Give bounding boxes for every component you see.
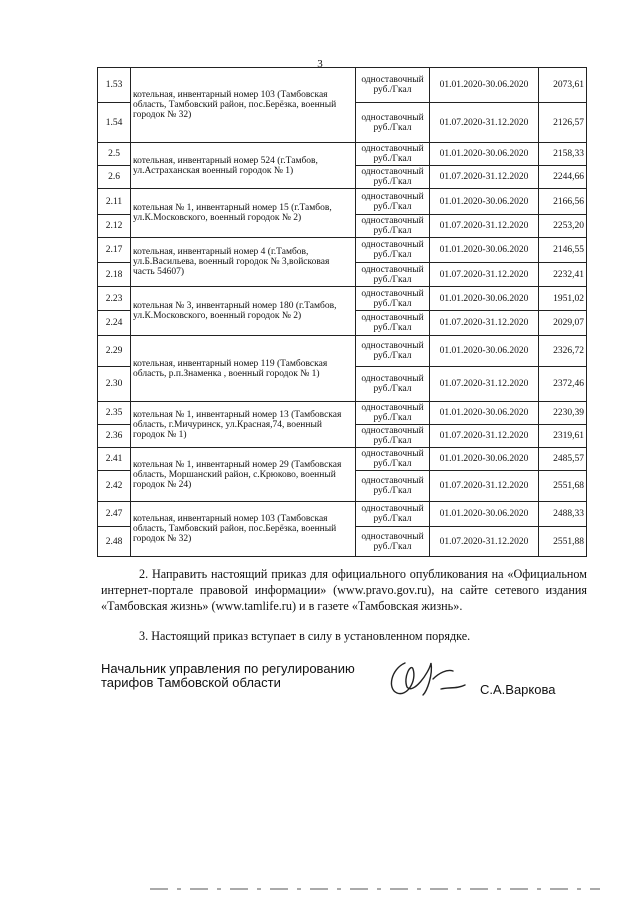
tariff-unit: одноставочный руб./Гкал [356,448,430,471]
row-number: 2.17 [98,238,131,263]
row-number: 2.41 [98,448,131,471]
tariff-unit: одноставочный руб./Гкал [356,311,430,336]
boiler-description: котельная, инвентарный номер 4 (г.Тамбов, ул.Б.Васильева, военный городок № 3,войсковая часть 54607) [131,238,356,287]
boiler-description: котельная № 3, инвентарный номер 180 (г.Тамбов, ул.К.Московского, военный городок № 2) [131,287,356,336]
row-number: 1.53 [98,68,131,103]
tariff-unit: одноставочный руб./Гкал [356,336,430,367]
scan-artifact-line [150,888,600,890]
tariff-period: 01.01.2020-30.06.2020 [430,402,539,425]
signatory-title [101,662,355,690]
row-number: 2.42 [98,471,131,502]
tariff-period: 01.07.2020-31.12.2020 [430,425,539,448]
tariff-period: 01.01.2020-30.06.2020 [430,448,539,471]
table-row [98,402,587,425]
row-number: 2.30 [98,367,131,402]
tariff-period: 01.07.2020-31.12.2020 [430,527,539,557]
tariff-unit: одноставочный руб./Гкал [356,215,430,238]
tariff-unit: одноставочный руб./Гкал [356,471,430,502]
tariff-price: 2551,88 [539,527,587,557]
tariff-unit: одноставочный руб./Гкал [356,103,430,143]
tariff-period: 01.07.2020-31.12.2020 [430,263,539,287]
row-number: 2.48 [98,527,131,557]
tariff-period: 01.01.2020-30.06.2020 [430,68,539,103]
signatory-title-line-1: Начальник управления по регулированию [101,661,355,676]
tariff-period: 01.07.2020-31.12.2020 [430,471,539,502]
tariff-price: 2230,39 [539,402,587,425]
boiler-description: котельная, инвентарный номер 103 (Тамбовская область, Тамбовский район, пос.Берёзка, военный городок № 32) [131,502,356,557]
tariff-period: 01.07.2020-31.12.2020 [430,311,539,336]
tariff-price: 2319,61 [539,425,587,448]
table-row [98,502,587,527]
tariff-price: 2326,72 [539,336,587,367]
row-number: 2.11 [98,189,131,215]
tariff-unit: одноставочный руб./Гкал [356,263,430,287]
row-number: 2.23 [98,287,131,311]
row-number: 2.12 [98,215,131,238]
table-row [98,189,587,215]
table-row [98,143,587,166]
tariff-price: 2485,57 [539,448,587,471]
tariff-unit: одноставочный руб./Гкал [356,238,430,263]
row-number: 2.29 [98,336,131,367]
handwritten-signature [383,655,473,700]
boiler-description: котельная, инвентарный номер 103 (Тамбовская область, Тамбовский район, пос.Берёзка, военный городок № 32) [131,68,356,143]
tariff-price: 2146,55 [539,238,587,263]
tariff-unit: одноставочный руб./Гкал [356,527,430,557]
tariff-period: 01.07.2020-31.12.2020 [430,103,539,143]
tariff-price: 2158,33 [539,143,587,166]
tariff-unit: одноставочный руб./Гкал [356,367,430,402]
table-row [98,287,587,311]
tariff-period: 01.07.2020-31.12.2020 [430,166,539,189]
boiler-description: котельная, инвентарный номер 524 (г.Тамбов, ул.Астраханская военный городок № 1) [131,143,356,189]
tariff-unit: одноставочный руб./Гкал [356,68,430,103]
tariff-unit: одноставочный руб./Гкал [356,502,430,527]
tariff-price: 1951,02 [539,287,587,311]
tariff-table [97,67,587,557]
tariff-unit: одноставочный руб./Гкал [356,143,430,166]
table-row [98,448,587,471]
tariff-price: 2126,57 [539,103,587,143]
tariff-unit: одноставочный руб./Гкал [356,166,430,189]
tariff-period: 01.01.2020-30.06.2020 [430,189,539,215]
row-number: 2.24 [98,311,131,336]
table-row [98,336,587,367]
boiler-description: котельная № 1, инвентарный номер 29 (Тамбовская область, Моршанский район, с.Крюково, военный городок № 24) [131,448,356,502]
tariff-price: 2551,68 [539,471,587,502]
tariff-price: 2166,56 [539,189,587,215]
page-number: 3 [317,58,323,70]
row-number: 2.6 [98,166,131,189]
boiler-description: котельная № 1, инвентарный номер 13 (Тамбовская область, г.Мичуринск, ул.Красная,74, военный городок № 1) [131,402,356,448]
tariff-period: 01.07.2020-31.12.2020 [430,215,539,238]
tariff-price: 2372,46 [539,367,587,402]
boiler-description: котельная, инвентарный номер 119 (Тамбовская область, р.п.Знаменка , военный городок № 1) [131,336,356,402]
row-number: 2.18 [98,263,131,287]
tariff-period: 01.01.2020-30.06.2020 [430,143,539,166]
tariff-price: 2073,61 [539,68,587,103]
tariff-period: 01.01.2020-30.06.2020 [430,336,539,367]
tariff-unit: одноставочный руб./Гкал [356,287,430,311]
paragraph-publication: 2. Направить настоящий приказ для официального опубликования на «Официальном интернет-портале правовой информации» (www.pravo.gov.ru), на сайте сетевого издания «Тамбовская жизнь» (www.tamlife.ru) и в газете «Тамбовская жизнь». [101,567,587,613]
table-row [98,68,587,103]
paragraph-effective: 3. Настоящий приказ вступает в силу в установленном порядке. [139,629,471,643]
tariff-period: 01.01.2020-30.06.2020 [430,238,539,263]
row-number: 2.35 [98,402,131,425]
tariff-unit: одноставочный руб./Гкал [356,425,430,448]
signatory-name: С.А.Варкова [480,682,556,697]
tariff-unit: одноставочный руб./Гкал [356,402,430,425]
boiler-description: котельная № 1, инвентарный номер 15 (г.Тамбов, ул.К.Московского, военный городок № 2) [131,189,356,238]
tariff-unit: одноставочный руб./Гкал [356,189,430,215]
tariff-price: 2029,07 [539,311,587,336]
row-number: 1.54 [98,103,131,143]
tariff-period: 01.07.2020-31.12.2020 [430,367,539,402]
row-number: 2.36 [98,425,131,448]
table-row [98,238,587,263]
tariff-price: 2488,33 [539,502,587,527]
row-number: 2.47 [98,502,131,527]
tariff-period: 01.01.2020-30.06.2020 [430,287,539,311]
tariff-period: 01.01.2020-30.06.2020 [430,502,539,527]
tariff-price: 2232,41 [539,263,587,287]
tariff-price: 2253,20 [539,215,587,238]
tariff-price: 2244,66 [539,166,587,189]
row-number: 2.5 [98,143,131,166]
signatory-title-line-2: тарифов Тамбовской области [101,675,281,690]
